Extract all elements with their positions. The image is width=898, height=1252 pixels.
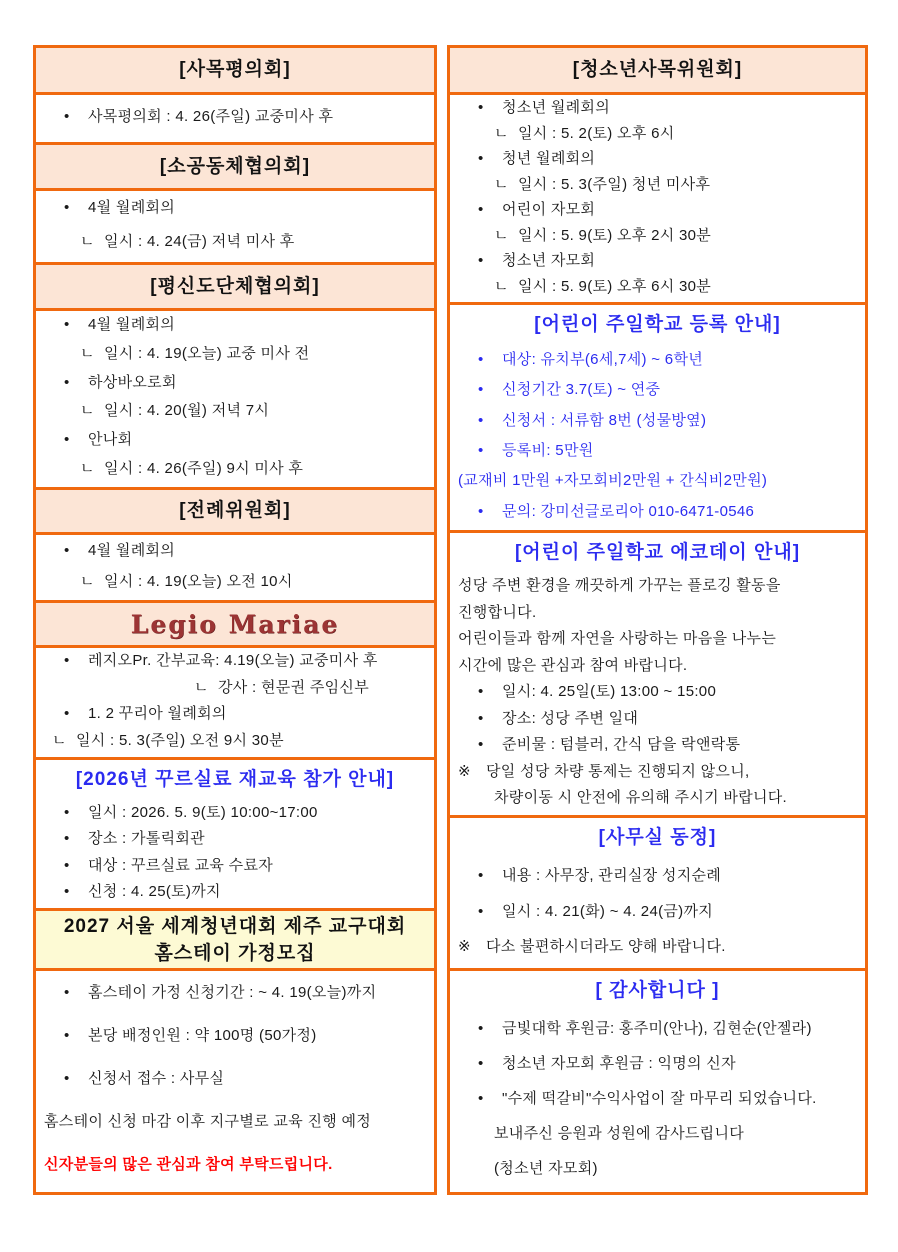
wyd-homestay-body bbox=[36, 971, 434, 1192]
list-item bbox=[450, 858, 865, 894]
text-line bbox=[450, 600, 865, 627]
text-line bbox=[450, 653, 865, 680]
note-line bbox=[450, 759, 865, 786]
line-text: 청소년 월례회의 bbox=[502, 99, 610, 116]
list-item bbox=[450, 375, 865, 405]
youth-ministry-committee-header bbox=[450, 48, 865, 95]
list-item bbox=[36, 426, 434, 455]
line-text: 준비물 : 텀블러, 간식 담을 락앤락통 bbox=[502, 736, 741, 754]
list-item bbox=[450, 345, 865, 375]
cursillo-retraining-section bbox=[36, 760, 434, 911]
list-item bbox=[36, 648, 434, 675]
bullet-marker: • bbox=[478, 201, 484, 218]
sub-item bbox=[36, 397, 434, 426]
liturgy-committee-body bbox=[36, 535, 434, 603]
bullet-marker: • bbox=[478, 683, 484, 701]
sub-corner-marker: ㄴ bbox=[494, 226, 509, 244]
line-text: 4월 월례회의 bbox=[88, 199, 176, 216]
sub-corner-marker: ㄴ bbox=[80, 233, 95, 250]
bullet-marker: • bbox=[64, 108, 70, 125]
line-text: 홈스테이 신청 마감 이후 지구별로 교육 진행 예정 bbox=[44, 1113, 372, 1130]
list-item bbox=[450, 1046, 865, 1081]
list-item bbox=[36, 800, 434, 826]
line-text: 홈스테이 가정 신청기간 : ~ 4. 19(오늘)까지 bbox=[88, 984, 377, 1001]
liturgy-committee-header bbox=[36, 490, 434, 535]
list-item bbox=[450, 1081, 865, 1116]
line-text: 어린이 자모회 bbox=[502, 201, 596, 218]
thanks-section bbox=[450, 971, 865, 1192]
line-text: 1. 2 꾸리아 월례회의 bbox=[88, 705, 227, 722]
bullet-marker: • bbox=[64, 856, 70, 874]
small-community-council-header bbox=[36, 145, 434, 191]
line-text: 강사 : 현문권 주임신부 bbox=[218, 678, 369, 696]
line-text: 장소 : 가톨릭회관 bbox=[88, 830, 205, 848]
line-text: 일시 : 4. 26(주일) 9시 미사 후 bbox=[104, 460, 304, 478]
line-text: 청소년 자모회 bbox=[502, 252, 596, 269]
section-header-text: [전례위원회] bbox=[179, 500, 291, 521]
list-item bbox=[36, 853, 434, 879]
bullet-marker: • bbox=[478, 709, 484, 727]
line-text: 신청 : 4. 25(토)까지 bbox=[88, 882, 221, 900]
sub-item bbox=[36, 225, 434, 259]
line-text: 보내주신 응원과 성원에 감사드립니다 bbox=[494, 1125, 745, 1142]
sub-corner-marker: ㄴ bbox=[80, 402, 95, 420]
sunday-school-registration-section bbox=[450, 305, 865, 533]
small-community-council-body bbox=[36, 191, 434, 265]
text-line bbox=[450, 1151, 865, 1186]
list-item bbox=[450, 679, 865, 706]
lay-groups-council-body bbox=[36, 311, 434, 490]
bullet-marker: • bbox=[478, 441, 484, 459]
reference-marker: ※ bbox=[458, 938, 471, 956]
line-text: (교재비 1만원 +자모회비2만원 + 간식비2만원) bbox=[458, 472, 768, 490]
list-item bbox=[450, 1011, 865, 1046]
list-item bbox=[36, 1014, 434, 1057]
bullet-marker: • bbox=[478, 381, 484, 399]
section-header-text: [평신도단체협의회] bbox=[150, 275, 320, 297]
list-item bbox=[36, 191, 434, 225]
line-text: "수제 떡갈비"수익사업이 잘 마무리 되었습니다. bbox=[502, 1090, 817, 1107]
sub-corner-marker: ㄴ bbox=[80, 344, 95, 362]
line-text: 당일 성당 차량 통제는 진행되지 않으니, bbox=[486, 762, 750, 780]
line-text: 어린이들과 함께 자연을 사랑하는 마음을 나누는 bbox=[458, 630, 777, 648]
text-line bbox=[36, 1100, 434, 1143]
text-line bbox=[36, 1143, 434, 1186]
bullet-marker: • bbox=[64, 542, 70, 559]
sub-item bbox=[36, 728, 434, 755]
list-item bbox=[450, 436, 865, 466]
list-item bbox=[36, 879, 434, 905]
section-header-text: [사목평의회] bbox=[179, 59, 291, 80]
line-text: 청소년 자모회 후원금 : 익명의 신자 bbox=[502, 1055, 736, 1072]
list-item bbox=[36, 369, 434, 398]
bullet-marker: • bbox=[64, 804, 70, 821]
bullet-marker: • bbox=[64, 199, 70, 216]
section-header-text: 홈스테이 가정모집 bbox=[154, 942, 316, 964]
sub-item bbox=[450, 172, 865, 198]
list-item bbox=[450, 406, 865, 436]
line-text: 신자분들의 많은 관심과 참여 부탁드립니다. bbox=[44, 1156, 333, 1173]
line-text: 본당 배정인원 : 약 100명 (50가정) bbox=[88, 1027, 317, 1044]
line-text: 일시 : 4. 21(화) ~ 4. 24(금)까지 bbox=[502, 902, 714, 920]
list-item bbox=[36, 826, 434, 852]
text-line bbox=[450, 466, 865, 496]
line-text: 차량이동 시 안전에 유의해 주시기 바랍니다. bbox=[494, 789, 788, 807]
wyd-homestay-header bbox=[36, 911, 434, 971]
section-title: [사무실 동정] bbox=[598, 827, 717, 848]
line-text: 하상바오로회 bbox=[88, 373, 177, 391]
sub-corner-marker: ㄴ bbox=[494, 124, 509, 142]
bullet-marker: • bbox=[478, 150, 484, 167]
sub-corner-marker: ㄴ bbox=[80, 460, 95, 478]
line-text: 일시 : 2026. 5. 9(토) 10:00~17:00 bbox=[88, 804, 318, 821]
bullet-marker: • bbox=[478, 1055, 484, 1072]
bullet-marker: • bbox=[478, 1090, 484, 1107]
list-item bbox=[450, 497, 865, 527]
bullet-marker: • bbox=[478, 351, 484, 368]
list-item bbox=[450, 146, 865, 172]
line-text: 일시 : 5. 3(주일) 오전 9시 30분 bbox=[76, 731, 284, 749]
section-header-text: 2027 서울 세계청년대회 제주 교구대회 bbox=[63, 915, 407, 937]
bullet-marker: • bbox=[64, 431, 70, 449]
line-text: 신청기간 3.7(토) ~ 연중 bbox=[502, 381, 661, 399]
bullet-marker: • bbox=[478, 99, 484, 116]
line-text: 일시 : 4. 20(월) 저녁 7시 bbox=[104, 402, 270, 420]
list-item bbox=[36, 95, 434, 139]
line-text: (청소년 자모회) bbox=[494, 1160, 598, 1177]
reference-marker: ※ bbox=[458, 762, 471, 780]
section-title: [어린이 주일학교 등록 안내] bbox=[534, 314, 781, 335]
line-text: 신청서 : 서류함 8번 (성물방옆) bbox=[502, 411, 707, 429]
line-text: 장소: 성당 주변 일대 bbox=[502, 709, 639, 727]
line-text: 사목평의회 : 4. 26(주일) 교중미사 후 bbox=[88, 108, 334, 125]
list-item bbox=[36, 535, 434, 566]
line-text: 4월 월례회의 bbox=[88, 316, 176, 333]
text-line bbox=[450, 626, 865, 653]
line-text: 내용 : 사무장, 관리실장 성지순례 bbox=[502, 867, 722, 884]
text-line bbox=[450, 573, 865, 600]
list-item bbox=[450, 197, 865, 223]
line-text: 진행합니다. bbox=[458, 603, 537, 621]
line-text: 일시: 4. 25일(토) 13:00 ~ 15:00 bbox=[502, 683, 717, 701]
line-text: 대상: 유치부(6세,7세) ~ 6학년 bbox=[502, 351, 704, 368]
line-text: 일시 : 4. 19(오늘) 교중 미사 전 bbox=[104, 344, 310, 362]
line-text: 일시 : 5. 9(토) 오후 6시 30분 bbox=[518, 277, 712, 295]
left-column bbox=[33, 45, 437, 1195]
pastoral-council-body bbox=[36, 95, 434, 145]
bullet-marker: • bbox=[478, 502, 484, 520]
bullet-marker: • bbox=[478, 252, 484, 269]
list-item bbox=[36, 701, 434, 728]
bullet-marker: • bbox=[478, 1020, 484, 1037]
line-text: 등록비: 5만원 bbox=[502, 441, 594, 459]
bullet-marker: • bbox=[64, 882, 70, 900]
line-text: 다소 불편하시더라도 양해 바랍니다. bbox=[486, 938, 726, 956]
sub-item bbox=[450, 121, 865, 147]
list-item bbox=[450, 248, 865, 274]
line-text: 일시 : 4. 24(금) 저녁 미사 후 bbox=[104, 233, 295, 250]
right-column bbox=[447, 45, 868, 1195]
sub-corner-marker: ㄴ bbox=[194, 678, 209, 696]
section-header-text: [청소년사목위원회] bbox=[572, 59, 743, 80]
section-title: [어린이 주일학교 에코데이 안내] bbox=[514, 542, 801, 563]
legio-mariae-header bbox=[36, 603, 434, 648]
sub-item bbox=[36, 675, 434, 702]
text-line bbox=[450, 785, 865, 812]
list-item bbox=[36, 311, 434, 340]
bullet-marker: • bbox=[64, 830, 70, 848]
bullet-marker: • bbox=[64, 1027, 70, 1044]
legio-mariae-body bbox=[36, 648, 434, 760]
text-line bbox=[450, 1116, 865, 1151]
sub-corner-marker: ㄴ bbox=[52, 731, 67, 749]
bulletin-columns bbox=[33, 45, 868, 1195]
note-line bbox=[450, 929, 865, 965]
list-item bbox=[36, 1057, 434, 1100]
line-text: 시간에 많은 관심과 참여 바랍니다. bbox=[458, 656, 688, 674]
bullet-marker: • bbox=[64, 373, 70, 391]
bullet-marker: • bbox=[478, 867, 484, 884]
bullet-marker: • bbox=[478, 902, 484, 920]
line-text: 성당 주변 환경을 깨끗하게 가꾸는 플로깅 활동을 bbox=[458, 577, 781, 594]
sub-item bbox=[450, 274, 865, 300]
line-text: 청년 월례회의 bbox=[502, 150, 596, 167]
line-text: 일시 : 5. 2(토) 오후 6시 bbox=[518, 124, 675, 142]
line-text: 레지오Pr. 간부교육: 4.19(오늘) 교중미사 후 bbox=[88, 652, 378, 669]
office-news-section bbox=[450, 818, 865, 971]
line-text: 대상 : 꾸르실료 교육 수료자 bbox=[88, 856, 274, 874]
bullet-marker: • bbox=[64, 984, 70, 1001]
bullet-marker: • bbox=[64, 316, 70, 333]
bullet-marker: • bbox=[478, 736, 484, 754]
pastoral-council-header bbox=[36, 48, 434, 95]
line-text: 일시 : 4. 19(오늘) 오전 10시 bbox=[104, 573, 293, 590]
list-item bbox=[36, 971, 434, 1014]
bullet-marker: • bbox=[478, 411, 484, 429]
sub-item bbox=[36, 566, 434, 597]
sunday-school-ecoday-section bbox=[450, 533, 865, 818]
youth-ministry-committee-body bbox=[450, 95, 865, 305]
bullet-marker: • bbox=[64, 1070, 70, 1087]
list-item bbox=[450, 894, 865, 930]
bullet-marker: • bbox=[64, 652, 70, 669]
sub-corner-marker: ㄴ bbox=[494, 175, 509, 193]
bullet-marker: • bbox=[64, 705, 70, 722]
line-text: 금빛대학 후원금: 홍주미(안나), 김현순(안젤라) bbox=[502, 1020, 812, 1037]
list-item bbox=[450, 706, 865, 733]
line-text: 일시 : 5. 3(주일) 청년 미사후 bbox=[518, 175, 711, 193]
sub-item bbox=[450, 223, 865, 249]
line-text: 안나회 bbox=[88, 431, 133, 449]
section-title: [2026년 꾸르실료 재교육 참가 안내] bbox=[75, 769, 395, 790]
list-item bbox=[450, 95, 865, 121]
section-title: [ 감사합니다 ] bbox=[595, 980, 720, 1001]
sub-corner-marker: ㄴ bbox=[80, 573, 95, 590]
line-text: 문의: 강미선글로리아 010-6471-0546 bbox=[502, 502, 755, 520]
sub-corner-marker: ㄴ bbox=[494, 277, 509, 295]
sub-item bbox=[36, 340, 434, 369]
sub-item bbox=[36, 455, 434, 484]
line-text: 신청서 접수 : 사무실 bbox=[88, 1070, 225, 1087]
section-header-text: [소공동체협의회] bbox=[159, 155, 311, 177]
section-header-text: Legio Mariae bbox=[130, 609, 340, 639]
lay-groups-council-header bbox=[36, 265, 434, 311]
list-item bbox=[450, 732, 865, 759]
line-text: 4월 월례회의 bbox=[88, 542, 176, 559]
line-text: 일시 : 5. 9(토) 오후 2시 30분 bbox=[518, 226, 712, 244]
